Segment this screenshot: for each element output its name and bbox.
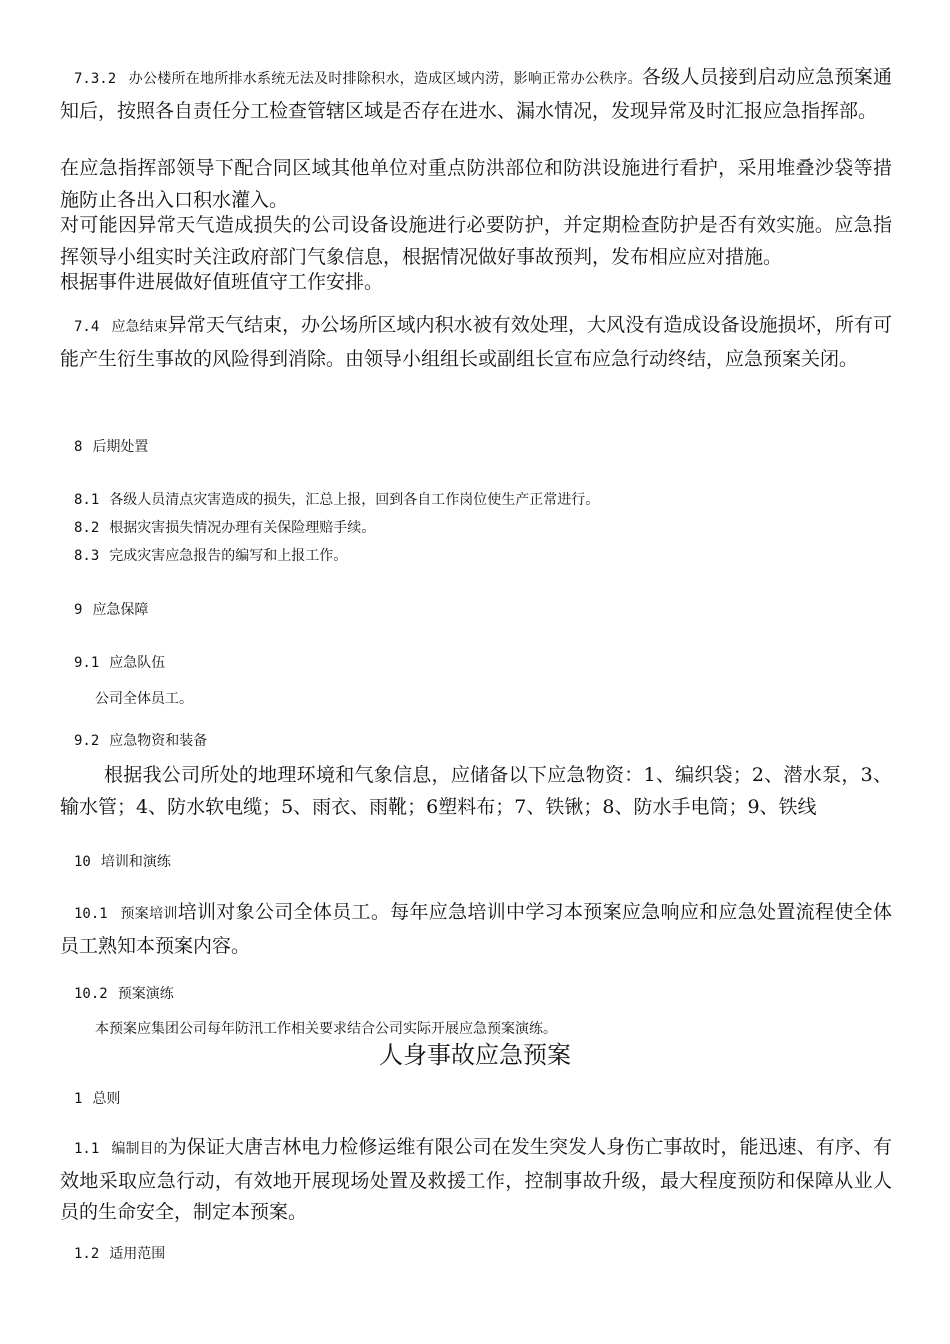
section-body-text: 异常天气结束，办公场所区域内积水被有效处理，大风没有造成设备设施损坏，所有可能产生衍生事故的风险得到消除。由领导小组组长或副组长宣布应急行动终结，应急预案关闭。	[60, 314, 892, 370]
paragraph: 根据我公司所处的地理环境和气象信息，应储备以下应急物资：1、编织袋；2、潜水泵，3、输水管；4、防水软电缆；5、雨衣、雨靴；6塑料布；7、铁锹；8、防水手电筒；9、铁线	[60, 764, 892, 818]
subsection-heading-9-1	[60, 653, 892, 673]
section-number: 10.2	[74, 986, 108, 1002]
section-heading-9	[60, 600, 892, 620]
section-lead-text: 编制目的	[111, 1141, 168, 1157]
subsection-heading-10-2	[60, 984, 892, 1004]
list-item	[60, 546, 892, 566]
item-number: 8.2	[74, 520, 100, 536]
item-text: 各级人员清点灾害造成的损失，汇总上报，回到各自工作岗位使生产正常进行。	[109, 492, 600, 508]
paragraph: 根据事件进展做好值班值守工作安排。	[60, 271, 384, 293]
section-body-text: 为保证大唐吉林电力检修运维有限公司在发生突发人身伤亡事故时，能迅速、有序、有效地采取应急行动，有效地开展现场处置及救援工作，控制事故升级，最大程度预防和保障从业人员的生命安全，制定本预案。	[60, 1136, 892, 1223]
section-number: 1	[74, 1091, 83, 1107]
section-lead-text: 应急结束	[111, 319, 168, 335]
section-body-text: 培训对象公司全体员工。每年应急培训中学习本预案应急响应和应急处置流程使全体员工熟知本预案内容。	[60, 901, 892, 957]
paragraph: 在应急指挥部领导下配合同区域其他单位对重点防洪部位和防洪设施进行看护，采用堆叠沙袋等措施防止各出入口积水灌入。	[60, 157, 892, 211]
section-title: 应急保障	[92, 602, 149, 618]
item-number: 8.3	[74, 548, 100, 564]
list-item	[60, 490, 892, 510]
section-number: 10.1	[74, 906, 108, 922]
section-heading-1	[60, 1089, 892, 1109]
section-body-text: 各级人员接到启动应急预案通知后，按照各自责任分工检查管辖区域是否存在进水、漏水情况，发现异常及时汇报应急指挥部。	[60, 66, 892, 122]
paragraph: 本预案应集团公司每年防汛工作相关要求结合公司实际开展应急预案演练。	[95, 1021, 557, 1037]
section-7-3-2	[60, 62, 892, 127]
section-title: 应急队伍	[109, 655, 166, 671]
document-title: 人身事故应急预案	[379, 1041, 571, 1069]
section-number: 9.1	[74, 655, 100, 671]
section-title: 培训和演练	[100, 854, 171, 870]
item-text: 根据灾害损失情况办理有关保险理赔手续。	[109, 520, 376, 536]
section-heading-8	[60, 437, 892, 457]
paragraph: 公司全体员工。	[95, 691, 193, 707]
section-1-1	[60, 1132, 892, 1229]
section-number: 7.4	[74, 319, 100, 335]
section-title: 后期处置	[92, 439, 149, 455]
section-title: 总则	[92, 1091, 121, 1107]
section-title: 预案演练	[117, 986, 174, 1002]
section-number: 8	[74, 439, 83, 455]
section-lead-text: 预案培训	[120, 906, 178, 922]
subsection-heading-1-2	[60, 1244, 892, 1264]
section-title: 应急物资和装备	[109, 733, 208, 749]
item-number: 8.1	[74, 492, 100, 508]
section-number: 1.1	[74, 1141, 100, 1157]
section-number: 10	[74, 854, 91, 870]
subsection-heading-9-2	[60, 731, 892, 751]
section-number: 7.3.2	[74, 71, 117, 87]
section-number: 9.2	[74, 733, 100, 749]
section-number: 9	[74, 602, 83, 618]
paragraph: 对可能因异常天气造成损失的公司设备设施进行必要防护，并定期检查防护是否有效实施。应急指挥领导小组实时关注政府部门气象信息，根据情况做好事故预判，发布相应应对措施。	[60, 214, 892, 268]
section-7-4	[60, 310, 892, 375]
section-title: 适用范围	[109, 1246, 166, 1262]
item-text: 完成灾害应急报告的编写和上报工作。	[109, 548, 348, 564]
list-item	[60, 518, 892, 538]
section-heading-10	[60, 852, 892, 872]
section-10-1	[60, 897, 892, 962]
section-lead-text: 办公楼所在地所排水系统无法及时排除积水，造成区域内涝，影响正常办公秩序。	[128, 71, 642, 87]
section-number: 1.2	[74, 1246, 100, 1262]
